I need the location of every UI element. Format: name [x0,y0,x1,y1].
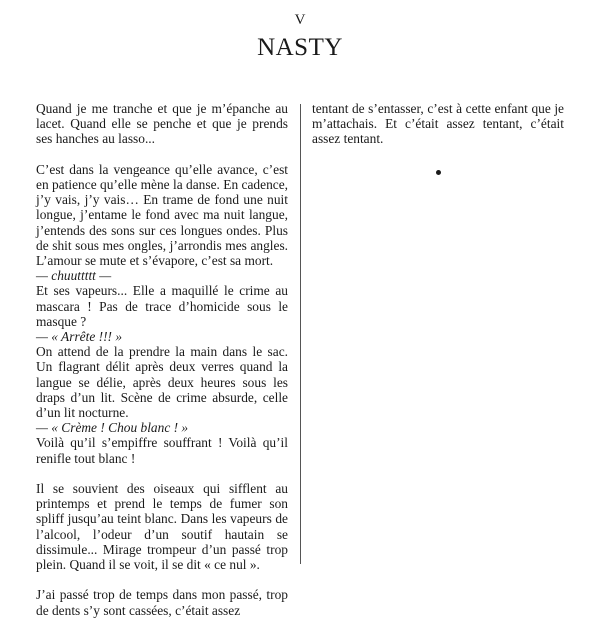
paragraph-gap [36,466,288,481]
paragraph-gap [36,572,288,587]
paragraph-6: Il se souvient des oiseaux qui sifflent au printemps et prend le temps de fumer son spliff jusqu’au teint blanc. Dans les vapeurs de l’alcool, l’odeur d’un soutif hautain se dissimule... Mirage trompeur d’un passé trop plein. Quand il se voit, il se dit « ce nul ». [36,481,288,573]
paragraph-4: On attend de la prendre la main dans le sac. Un flagrant délit après deux verres quand la langue se délie, après deux heures sous les draps d’un lit. Scène de crime absurde, celle d’un lit nocturne. [36,344,288,421]
chapter-number: V [294,12,306,28]
section-end-bullet [436,170,441,175]
paragraph-3: Et ses vapeurs... Elle a maquillé le crime au mascara ! Pas de trace d’homicide sous le masque ? [36,283,288,329]
dialogue-line-1: — chuuttttt — [36,268,112,284]
left-text-column [36,101,288,618]
paragraph-7: J’ai passé trop de temps dans mon passé, trop de dents s’y sont cassées, c’était assez [36,587,288,618]
dialogue-line-2: — « Arrête !!! » [36,329,123,345]
dialogue-line-3: — « Crème ! Chou blanc ! » [36,420,189,436]
paragraph-1: Quand je me tranche et que je m’épanche au lacet. Quand elle se penche et que je prends ses hanches au lasso... [36,101,288,147]
chapter-title: NASTY [257,34,343,61]
paragraph-2: C’est dans la vengeance qu’elle avance, c’est en patience qu’elle mène la danse. En cadence, j’y vais, j’y vais… En trame de fond une nuit longue, j’entame le fond avec ma nuit langue, j’entends des sons sur ces longues ondes. Plus de shit sous mes ongles, j’arrondis mes angles. L’amour se mute et s’évapore, c’est sa mort. [36,161,288,269]
column-divider [300,104,301,564]
paragraph-gap [36,147,288,162]
paragraph-continued: tentant de s’entasser, c’est à cette enfant que je m’attachais. Et c’était assez tentant, c’était assez tentant. [312,101,564,147]
paragraph-5: Voilà qu’il s’empiffre souffrant ! Voilà qu’il renifle tout blanc ! [36,435,288,466]
right-text-column [312,101,564,147]
